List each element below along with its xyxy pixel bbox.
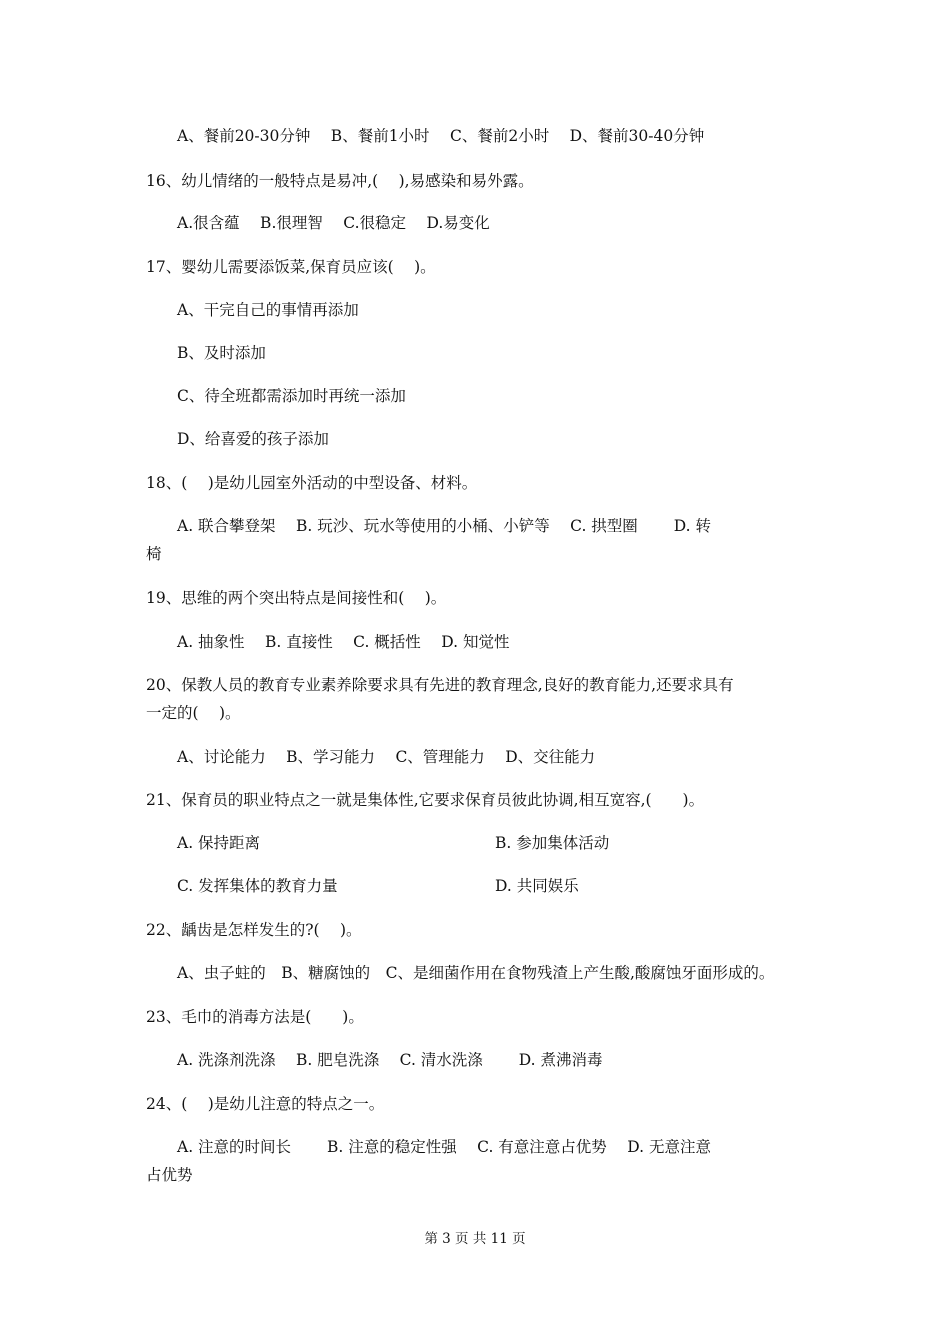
q24-stem: 24、( )是幼儿注意的特点之一。 bbox=[146, 1095, 385, 1113]
q22-stem: 22、龋齿是怎样发生的?( )。 bbox=[146, 921, 362, 939]
q16-stem: 16、幼儿情绪的一般特点是易冲,( ),易感染和易外露。 bbox=[146, 172, 534, 190]
q22-options: A、虫子蛀的 B、糖腐蚀的 C、是细菌作用在食物残渣上产生酸,酸腐蚀牙面形成的。 bbox=[177, 964, 775, 982]
q20-stem-continued: 一定的( )。 bbox=[146, 704, 241, 722]
q21-stem: 21、保育员的职业特点之一就是集体性,它要求保育员彼此协调,相互宽容,( )。 bbox=[146, 791, 705, 809]
q20-options: A、讨论能力 B、学习能力 C、管理能力 D、交往能力 bbox=[177, 748, 596, 766]
q20-stem: 20、保教人员的教育专业素养除要求具有先进的教育理念,良好的教育能力,还要求具有 bbox=[146, 676, 734, 694]
q15-options: A、餐前20-30分钟 B、餐前1小时 C、餐前2小时 D、餐前30-40分钟 bbox=[177, 127, 705, 145]
q21-option-b: B. 参加集体活动 bbox=[495, 834, 610, 852]
q18-options-continued: 椅 bbox=[146, 545, 162, 563]
q19-options: A. 抽象性 B. 直接性 C. 概括性 D. 知觉性 bbox=[177, 633, 510, 651]
q18-options: A. 联合攀登架 B. 玩沙、玩水等使用的小桶、小铲等 C. 拱型圈 D. 转 bbox=[177, 517, 711, 535]
q23-options: A. 洗涤剂洗涤 B. 肥皂洗涤 C. 清水洗涤 D. 煮沸消毒 bbox=[177, 1051, 603, 1069]
q16-options: A.很含蕴 B.很理智 C.很稳定 D.易变化 bbox=[177, 214, 490, 232]
page-number-footer: 第 3 页 共 11 页 bbox=[424, 1231, 526, 1247]
q17-option-a: A、干完自己的事情再添加 bbox=[177, 301, 359, 319]
q24-options: A. 注意的时间长 B. 注意的稳定性强 C. 有意注意占优势 D. 无意注意 bbox=[177, 1138, 711, 1156]
q17-option-c: C、待全班都需添加时再统一添加 bbox=[177, 387, 406, 405]
q21-option-a: A. 保持距离 bbox=[177, 834, 261, 852]
q17-option-d: D、给喜爱的孩子添加 bbox=[177, 430, 329, 448]
q17-stem: 17、婴幼儿需要添饭菜,保育员应该( )。 bbox=[146, 258, 436, 276]
q19-stem: 19、思维的两个突出特点是间接性和( )。 bbox=[146, 589, 447, 607]
q21-option-d: D. 共同娱乐 bbox=[495, 877, 579, 895]
q17-option-b: B、及时添加 bbox=[177, 344, 266, 362]
q18-stem: 18、( )是幼儿园室外活动的中型设备、材料。 bbox=[146, 474, 478, 492]
q24-options-continued: 占优势 bbox=[146, 1166, 193, 1184]
q23-stem: 23、毛巾的消毒方法是( )。 bbox=[146, 1008, 364, 1026]
q21-option-c: C. 发挥集体的教育力量 bbox=[177, 877, 338, 895]
